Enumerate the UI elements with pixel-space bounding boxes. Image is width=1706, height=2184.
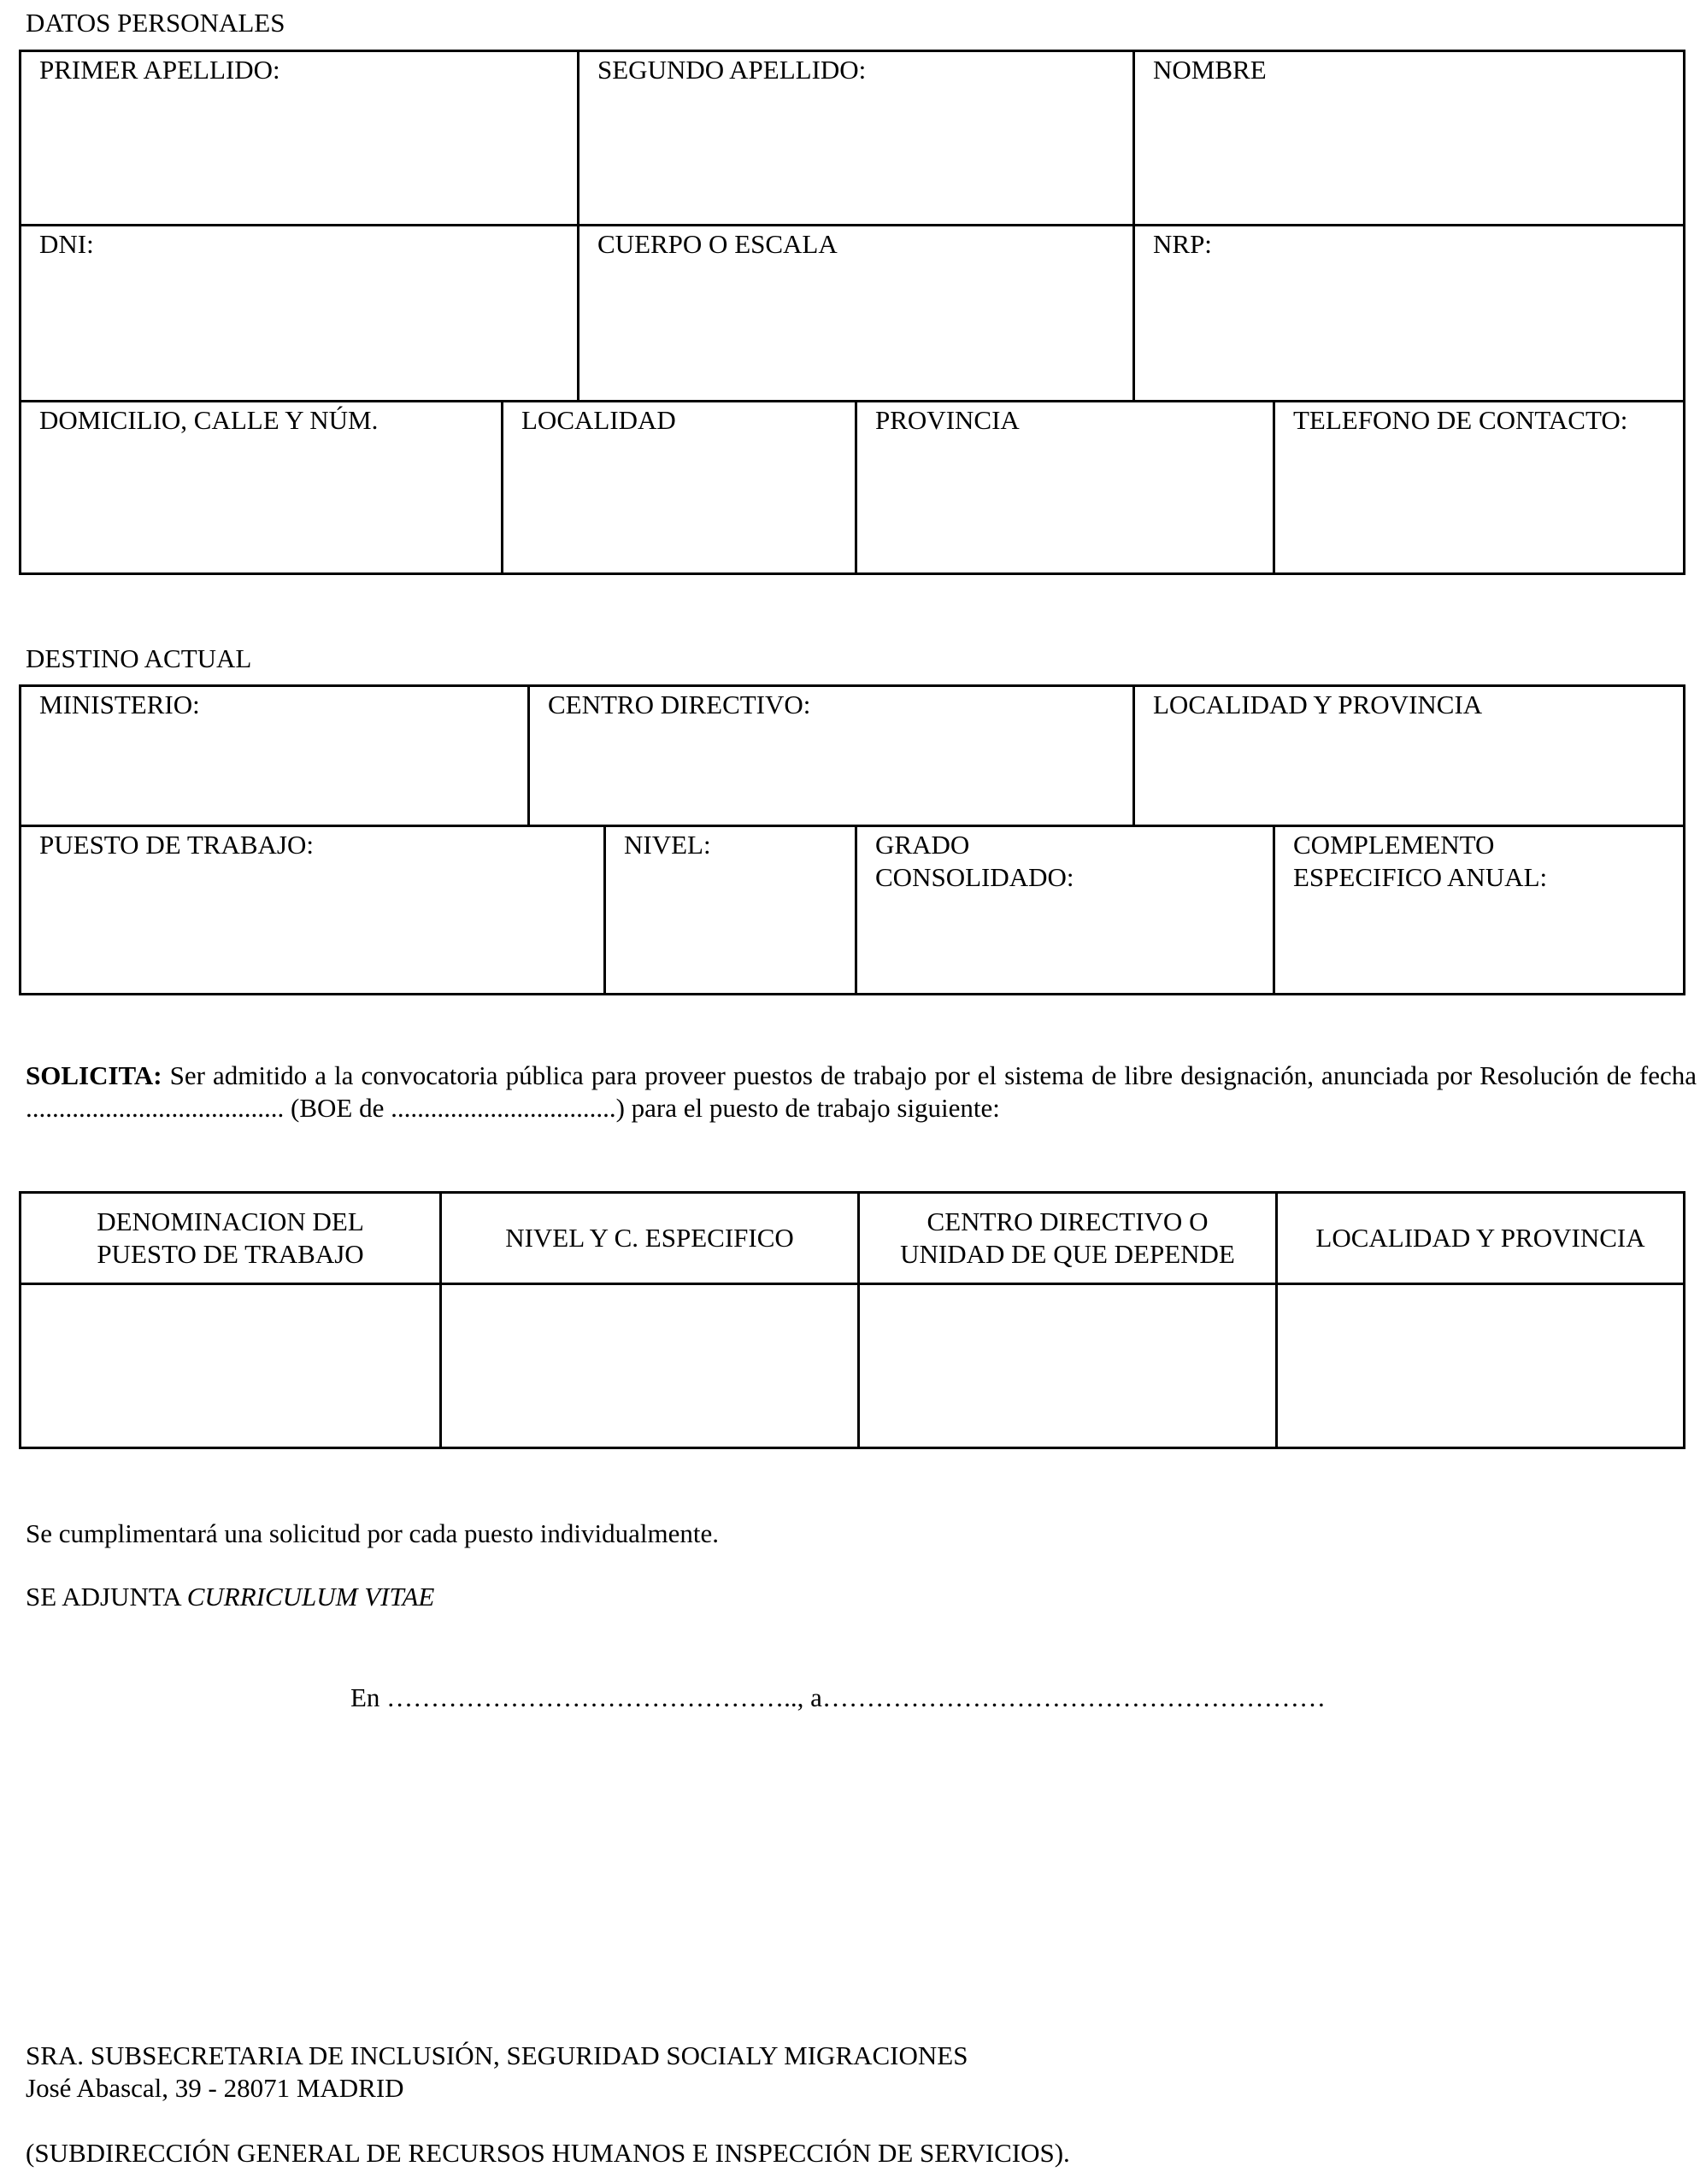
adjunta-prefix: SE ADJUNTA [26, 1582, 180, 1612]
localidad-provincia-field[interactable] [1132, 687, 1683, 825]
adjunta-line [26, 1581, 434, 1613]
destino-row-1 [21, 687, 1683, 825]
nivel-label: NIVEL: [624, 830, 711, 860]
domicilio-field[interactable] [21, 402, 501, 572]
puesto-table-header [21, 1194, 1683, 1283]
nrp-field[interactable] [1132, 226, 1683, 400]
destino-table [19, 684, 1685, 995]
personal-row-2 [21, 224, 1683, 400]
puesto-trabajo-label: PUESTO DE TRABAJO: [39, 830, 314, 860]
grado-consolidado-label: GRADO CONSOLIDADO: [875, 830, 1074, 892]
provincia-field[interactable] [855, 402, 1273, 572]
puesto-solicitado-table [19, 1191, 1685, 1449]
personal-data-table [19, 50, 1685, 575]
destino-row-2 [21, 825, 1683, 993]
puesto-table-row [21, 1283, 1683, 1447]
complemento-especifico-field[interactable] [1273, 827, 1683, 993]
segundo-apellido-label: SEGUNDO APELLIDO: [597, 55, 867, 85]
localidad-provincia-input-cell[interactable] [1275, 1285, 1683, 1447]
section-title-destino-actual: DESTINO ACTUAL [26, 643, 252, 673]
dni-field[interactable] [21, 226, 577, 400]
curriculum-vitae-text: CURRICULUM VITAE [186, 1582, 435, 1612]
solicita-label: SOLICITA: [26, 1060, 162, 1090]
address-line: José Abascal, 39 - 28071 MADRID [26, 2073, 404, 2103]
recipient-line: SRA. SUBSECRETARIA DE INCLUSIÓN, SEGURIDAD SOCIALY MIGRACIONES [26, 2040, 968, 2070]
dni-label: DNI: [39, 229, 94, 259]
denominacion-input-cell[interactable] [21, 1285, 439, 1447]
ministerio-field[interactable] [21, 687, 527, 825]
header-denominacion: DENOMINACION DEL PUESTO DE TRABAJO [97, 1206, 364, 1269]
centro-directivo-input-cell[interactable] [857, 1285, 1275, 1447]
subdireccion-line: (SUBDIRECCIÓN GENERAL DE RECURSOS HUMANOS E INSPECCIÓN DE SERVICIOS). [26, 2138, 1070, 2168]
cuerpo-escala-label: CUERPO O ESCALA [597, 229, 838, 259]
localidad-field[interactable] [501, 402, 855, 572]
nivel-especifico-input-cell[interactable] [439, 1285, 857, 1447]
puesto-trabajo-field[interactable] [21, 827, 603, 993]
primer-apellido-label: PRIMER APELLIDO: [39, 55, 280, 85]
nivel-field[interactable] [603, 827, 855, 993]
header-nivel-especifico: NIVEL Y C. ESPECIFICO [439, 1194, 857, 1283]
segundo-apellido-field[interactable] [577, 52, 1132, 224]
telefono-label: TELEFONO DE CONTACTO: [1293, 405, 1628, 435]
solicita-paragraph [26, 1060, 1697, 1124]
cuerpo-escala-field[interactable] [577, 226, 1132, 400]
grado-consolidado-field[interactable] [855, 827, 1273, 993]
telefono-field[interactable] [1273, 402, 1683, 572]
header-localidad-provincia: LOCALIDAD Y PROVINCIA [1275, 1194, 1683, 1283]
localidad-provincia-label: LOCALIDAD Y PROVINCIA [1153, 690, 1483, 719]
localidad-label: LOCALIDAD [521, 405, 676, 435]
individual-note: Se cumplimentará una solicitud por cada puesto individualmente. [26, 1518, 719, 1548]
section-title-datos-personales: DATOS PERSONALES [26, 8, 285, 38]
nombre-label: NOMBRE [1153, 55, 1267, 85]
provincia-label: PROVINCIA [875, 405, 1020, 435]
domicilio-label: DOMICILIO, CALLE Y NÚM. [39, 405, 379, 435]
primer-apellido-field[interactable] [21, 52, 577, 224]
personal-row-3 [21, 400, 1683, 572]
header-centro-directivo: CENTRO DIRECTIVO O UNIDAD DE QUE DEPENDE [857, 1194, 1275, 1283]
nombre-field[interactable] [1132, 52, 1683, 224]
solicita-text: Ser admitido a la convocatoria pública para proveer puestos de trabajo por el sistema de libre designación, anunciada por Resolución de fecha ....................................... (BOE de ..................................) para el puesto de trabajo siguiente: [26, 1060, 1697, 1123]
complemento-especifico-label: COMPLEMENTO ESPECIFICO ANUAL: [1293, 830, 1548, 892]
personal-row-1 [21, 52, 1683, 224]
lugar-fecha-line[interactable]: En ……………………………………….., a………………………………………………… [350, 1682, 1326, 1712]
ministerio-label: MINISTERIO: [39, 690, 200, 719]
centro-directivo-field[interactable] [527, 687, 1132, 825]
nrp-label: NRP: [1153, 229, 1212, 259]
centro-directivo-label: CENTRO DIRECTIVO: [548, 690, 811, 719]
